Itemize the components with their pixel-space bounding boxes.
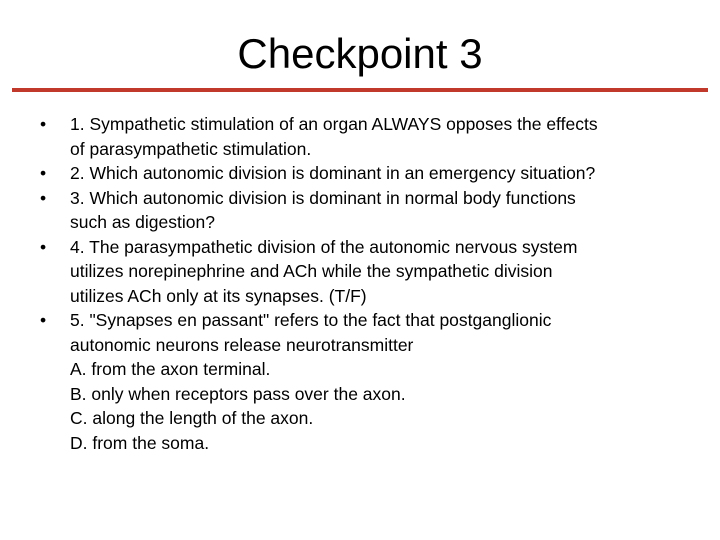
question-item-2 xyxy=(0,161,720,186)
question-line: 2. Which autonomic division is dominant in an emergency situation? xyxy=(70,163,596,183)
question-line: autonomic neurons release neurotransmitter xyxy=(70,334,414,355)
bullet-icon: • xyxy=(40,163,47,183)
question-line: 1. Sympathetic stimulation of an organ ALWAYS opposes the effects xyxy=(70,114,598,134)
answer-option-c: C. along the length of the axon. xyxy=(70,408,314,428)
answer-option-d: D. from the soma. xyxy=(70,432,210,453)
question-line: 4. The parasympathetic division of the autonomic nervous system xyxy=(70,236,578,257)
title-underline xyxy=(12,88,708,92)
question-line: utilizes norepinephrine and ACh while the sympathetic division xyxy=(70,261,553,281)
bullet-icon: • xyxy=(40,187,47,208)
question-line: utilizes ACh only at its synapses. (T/F) xyxy=(70,285,367,306)
question-item-5 xyxy=(0,308,720,455)
bullet-icon: • xyxy=(40,310,47,330)
slide-title: Checkpoint 3 xyxy=(237,30,483,77)
bullet-icon: • xyxy=(40,236,47,257)
answer-option-a: A. from the axon terminal. xyxy=(70,359,271,379)
question-line: of parasympathetic stimulation. xyxy=(70,138,312,159)
question-item-4 xyxy=(0,235,720,309)
question-line: such as digestion? xyxy=(70,212,215,232)
bullet-icon: • xyxy=(40,114,47,134)
question-item-1 xyxy=(0,112,720,161)
question-line: 5. "Synapses en passant" refers to the fact that postganglionic xyxy=(70,310,552,330)
question-item-3 xyxy=(0,186,720,235)
answer-option-b: B. only when receptors pass over the axon. xyxy=(70,383,406,404)
question-line: 3. Which autonomic division is dominant in normal body functions xyxy=(70,187,576,208)
question-list xyxy=(0,112,720,455)
